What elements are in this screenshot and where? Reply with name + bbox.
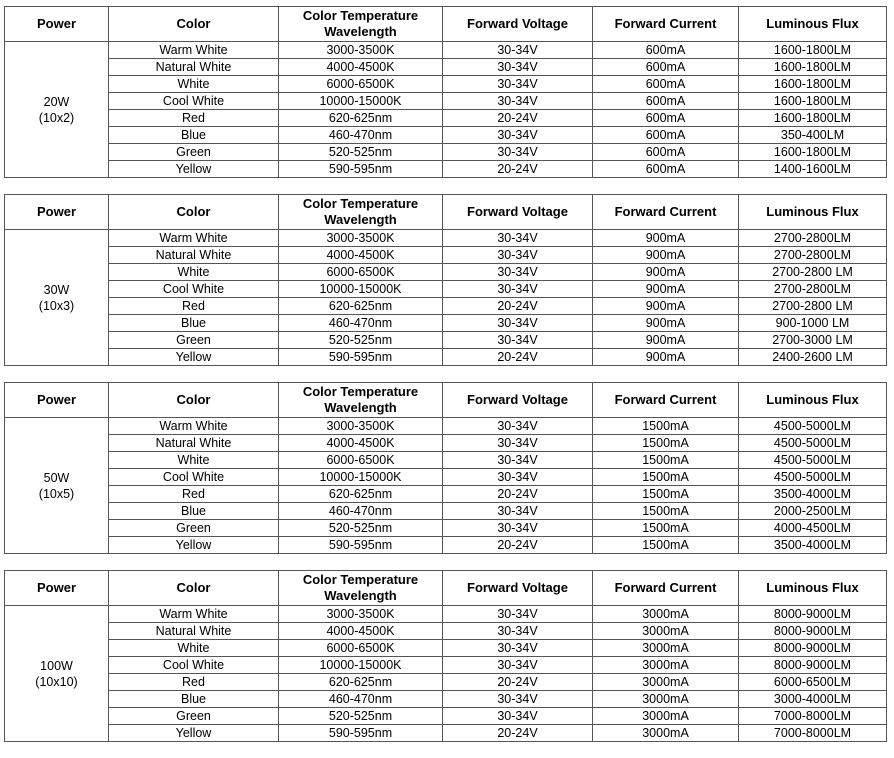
table-row <box>5 264 887 281</box>
table-row <box>5 708 887 725</box>
forward-voltage-cell: 30-34V <box>443 435 593 452</box>
header-luminous-flux: Luminous Flux <box>739 383 887 418</box>
power-value: 30W <box>43 282 70 297</box>
color-cell: Blue <box>109 503 279 520</box>
table-row <box>5 725 887 742</box>
table-row <box>5 691 887 708</box>
spec-table-20w <box>4 6 887 178</box>
luminous-flux-cell: 7000-8000LM <box>739 708 887 725</box>
forward-voltage-cell: 30-34V <box>443 623 593 640</box>
color-cell: Green <box>109 520 279 537</box>
color-cell: Blue <box>109 691 279 708</box>
table-row <box>5 537 887 554</box>
color-cell: Yellow <box>109 349 279 366</box>
temp-wavelength-cell: 520-525nm <box>279 144 443 161</box>
header-color: Color <box>109 195 279 230</box>
luminous-flux-cell: 2700-2800LM <box>739 247 887 264</box>
forward-voltage-cell: 30-34V <box>443 520 593 537</box>
forward-current-cell: 900mA <box>593 247 739 264</box>
table-row <box>5 315 887 332</box>
table-row <box>5 435 887 452</box>
forward-current-cell: 1500mA <box>593 486 739 503</box>
header-forward-current: Forward Current <box>593 383 739 418</box>
color-cell: Natural White <box>109 623 279 640</box>
forward-current-cell: 900mA <box>593 298 739 315</box>
luminous-flux-cell: 2700-2800 LM <box>739 264 887 281</box>
color-cell: Cool White <box>109 93 279 110</box>
forward-current-cell: 600mA <box>593 93 739 110</box>
luminous-flux-cell: 3500-4000LM <box>739 537 887 554</box>
luminous-flux-cell: 1600-1800LM <box>739 59 887 76</box>
table-row <box>5 674 887 691</box>
color-cell: White <box>109 264 279 281</box>
temp-wavelength-cell: 460-470nm <box>279 127 443 144</box>
temp-wavelength-cell: 520-525nm <box>279 520 443 537</box>
color-cell: Natural White <box>109 59 279 76</box>
forward-voltage-cell: 30-34V <box>443 247 593 264</box>
color-cell: Green <box>109 144 279 161</box>
table-row <box>5 640 887 657</box>
table-row <box>5 161 887 178</box>
forward-voltage-cell: 30-34V <box>443 144 593 161</box>
led-config: (10x5) <box>38 486 75 501</box>
forward-current-cell: 1500mA <box>593 435 739 452</box>
color-cell: Natural White <box>109 247 279 264</box>
temp-wavelength-cell: 620-625nm <box>279 298 443 315</box>
color-cell: Yellow <box>109 161 279 178</box>
temp-wavelength-cell: 6000-6500K <box>279 640 443 657</box>
header-forward-current: Forward Current <box>593 7 739 42</box>
header-temp-wavelength: Color Temperature Wavelength <box>279 571 443 606</box>
color-cell: White <box>109 76 279 93</box>
forward-current-cell: 1500mA <box>593 418 739 435</box>
forward-current-cell: 1500mA <box>593 452 739 469</box>
table-row <box>5 230 887 247</box>
temp-wavelength-cell: 3000-3500K <box>279 42 443 59</box>
table-row <box>5 418 887 435</box>
color-cell: Blue <box>109 127 279 144</box>
header-temp-wavelength: Color Temperature Wavelength <box>279 195 443 230</box>
color-cell: Warm White <box>109 606 279 623</box>
temp-wavelength-cell: 6000-6500K <box>279 452 443 469</box>
header-power: Power <box>5 195 109 230</box>
temp-wavelength-cell: 10000-15000K <box>279 657 443 674</box>
color-cell: White <box>109 640 279 657</box>
forward-voltage-cell: 20-24V <box>443 110 593 127</box>
forward-current-cell: 600mA <box>593 144 739 161</box>
luminous-flux-cell: 2700-2800LM <box>739 230 887 247</box>
temp-wavelength-cell: 590-595nm <box>279 161 443 178</box>
luminous-flux-cell: 4500-5000LM <box>739 418 887 435</box>
luminous-flux-cell: 2700-2800 LM <box>739 298 887 315</box>
color-cell: Red <box>109 674 279 691</box>
luminous-flux-cell: 8000-9000LM <box>739 623 887 640</box>
temp-wavelength-cell: 590-595nm <box>279 349 443 366</box>
table-row <box>5 144 887 161</box>
color-cell: Red <box>109 486 279 503</box>
forward-voltage-cell: 30-34V <box>443 640 593 657</box>
temp-wavelength-cell: 460-470nm <box>279 315 443 332</box>
luminous-flux-cell: 1600-1800LM <box>739 42 887 59</box>
color-cell: Red <box>109 110 279 127</box>
luminous-flux-cell: 2000-2500LM <box>739 503 887 520</box>
temp-wavelength-cell: 6000-6500K <box>279 76 443 93</box>
forward-voltage-cell: 30-34V <box>443 469 593 486</box>
color-cell: Cool White <box>109 657 279 674</box>
forward-voltage-cell: 30-34V <box>443 42 593 59</box>
temp-wavelength-cell: 3000-3500K <box>279 606 443 623</box>
led-config: (10x10) <box>35 674 78 689</box>
luminous-flux-cell: 4500-5000LM <box>739 469 887 486</box>
color-cell: Green <box>109 708 279 725</box>
color-cell: Warm White <box>109 230 279 247</box>
luminous-flux-cell: 7000-8000LM <box>739 725 887 742</box>
color-cell: Natural White <box>109 435 279 452</box>
luminous-flux-cell: 3000-4000LM <box>739 691 887 708</box>
header-power: Power <box>5 7 109 42</box>
header-temp-wavelength: Color Temperature Wavelength <box>279 383 443 418</box>
table-row <box>5 110 887 127</box>
forward-voltage-cell: 30-34V <box>443 691 593 708</box>
forward-voltage-cell: 30-34V <box>443 418 593 435</box>
forward-voltage-cell: 30-34V <box>443 59 593 76</box>
forward-current-cell: 900mA <box>593 281 739 298</box>
forward-current-cell: 600mA <box>593 161 739 178</box>
forward-current-cell: 600mA <box>593 127 739 144</box>
luminous-flux-cell: 4000-4500LM <box>739 520 887 537</box>
header-luminous-flux: Luminous Flux <box>739 7 887 42</box>
temp-wavelength-cell: 10000-15000K <box>279 93 443 110</box>
luminous-flux-cell: 8000-9000LM <box>739 640 887 657</box>
forward-voltage-cell: 20-24V <box>443 537 593 554</box>
color-cell: Warm White <box>109 42 279 59</box>
luminous-flux-cell: 1400-1600LM <box>739 161 887 178</box>
forward-current-cell: 1500mA <box>593 520 739 537</box>
forward-voltage-cell: 20-24V <box>443 674 593 691</box>
luminous-flux-cell: 4500-5000LM <box>739 452 887 469</box>
color-cell: Warm White <box>109 418 279 435</box>
power-value: 100W <box>40 658 73 673</box>
forward-voltage-cell: 30-34V <box>443 127 593 144</box>
table-row <box>5 520 887 537</box>
forward-current-cell: 3000mA <box>593 606 739 623</box>
forward-current-cell: 600mA <box>593 110 739 127</box>
temp-wavelength-cell: 6000-6500K <box>279 264 443 281</box>
forward-current-cell: 3000mA <box>593 691 739 708</box>
forward-current-cell: 3000mA <box>593 657 739 674</box>
power-value: 50W <box>43 470 70 485</box>
luminous-flux-cell: 1600-1800LM <box>739 110 887 127</box>
temp-wavelength-cell: 620-625nm <box>279 674 443 691</box>
header-row <box>5 195 887 230</box>
header-forward-voltage: Forward Voltage <box>443 7 593 42</box>
table-row <box>5 452 887 469</box>
forward-current-cell: 900mA <box>593 315 739 332</box>
forward-current-cell: 1500mA <box>593 537 739 554</box>
table-row <box>5 93 887 110</box>
forward-current-cell: 900mA <box>593 230 739 247</box>
table-row <box>5 76 887 93</box>
forward-current-cell: 900mA <box>593 349 739 366</box>
luminous-flux-cell: 1600-1800LM <box>739 76 887 93</box>
temp-wavelength-cell: 10000-15000K <box>279 281 443 298</box>
luminous-flux-cell: 8000-9000LM <box>739 606 887 623</box>
table-row <box>5 332 887 349</box>
forward-voltage-cell: 30-34V <box>443 708 593 725</box>
led-config: (10x2) <box>38 110 75 125</box>
temp-wavelength-cell: 590-595nm <box>279 725 443 742</box>
color-cell: Yellow <box>109 537 279 554</box>
temp-wavelength-cell: 590-595nm <box>279 537 443 554</box>
power-cell <box>5 418 109 554</box>
forward-current-cell: 3000mA <box>593 708 739 725</box>
forward-current-cell: 1500mA <box>593 503 739 520</box>
color-cell: Blue <box>109 315 279 332</box>
luminous-flux-cell: 1600-1800LM <box>739 144 887 161</box>
color-cell: Cool White <box>109 469 279 486</box>
forward-current-cell: 600mA <box>593 42 739 59</box>
header-power: Power <box>5 571 109 606</box>
table-row <box>5 503 887 520</box>
luminous-flux-cell: 2700-3000 LM <box>739 332 887 349</box>
table-row <box>5 298 887 315</box>
forward-voltage-cell: 20-24V <box>443 725 593 742</box>
forward-current-cell: 3000mA <box>593 623 739 640</box>
luminous-flux-cell: 3500-4000LM <box>739 486 887 503</box>
temp-wavelength-cell: 4000-4500K <box>279 247 443 264</box>
led-config: (10x3) <box>38 298 75 313</box>
header-color: Color <box>109 383 279 418</box>
table-row <box>5 606 887 623</box>
color-cell: White <box>109 452 279 469</box>
header-row <box>5 7 887 42</box>
forward-current-cell: 3000mA <box>593 725 739 742</box>
luminous-flux-cell: 1600-1800LM <box>739 93 887 110</box>
forward-voltage-cell: 20-24V <box>443 298 593 315</box>
power-value: 20W <box>43 94 70 109</box>
header-forward-voltage: Forward Voltage <box>443 571 593 606</box>
temp-wavelength-cell: 4000-4500K <box>279 435 443 452</box>
temp-wavelength-cell: 460-470nm <box>279 503 443 520</box>
luminous-flux-cell: 4500-5000LM <box>739 435 887 452</box>
power-cell <box>5 42 109 178</box>
header-forward-current: Forward Current <box>593 571 739 606</box>
power-cell <box>5 230 109 366</box>
header-temp-wavelength: Color Temperature Wavelength <box>279 7 443 42</box>
forward-voltage-cell: 30-34V <box>443 452 593 469</box>
table-row <box>5 657 887 674</box>
forward-voltage-cell: 20-24V <box>443 486 593 503</box>
temp-wavelength-cell: 10000-15000K <box>279 469 443 486</box>
table-row <box>5 127 887 144</box>
forward-current-cell: 900mA <box>593 264 739 281</box>
luminous-flux-cell: 2700-2800LM <box>739 281 887 298</box>
table-row <box>5 623 887 640</box>
header-color: Color <box>109 571 279 606</box>
table-row <box>5 247 887 264</box>
table-row <box>5 281 887 298</box>
forward-voltage-cell: 30-34V <box>443 332 593 349</box>
luminous-flux-cell: 900-1000 LM <box>739 315 887 332</box>
temp-wavelength-cell: 520-525nm <box>279 332 443 349</box>
forward-voltage-cell: 30-34V <box>443 606 593 623</box>
forward-voltage-cell: 30-34V <box>443 264 593 281</box>
header-forward-current: Forward Current <box>593 195 739 230</box>
power-cell <box>5 606 109 742</box>
header-power: Power <box>5 383 109 418</box>
color-cell: Cool White <box>109 281 279 298</box>
color-cell: Red <box>109 298 279 315</box>
forward-voltage-cell: 30-34V <box>443 315 593 332</box>
table-row <box>5 42 887 59</box>
header-forward-voltage: Forward Voltage <box>443 195 593 230</box>
forward-voltage-cell: 30-34V <box>443 657 593 674</box>
temp-wavelength-cell: 3000-3500K <box>279 418 443 435</box>
forward-current-cell: 900mA <box>593 332 739 349</box>
table-row <box>5 59 887 76</box>
forward-voltage-cell: 20-24V <box>443 349 593 366</box>
header-luminous-flux: Luminous Flux <box>739 571 887 606</box>
forward-voltage-cell: 30-34V <box>443 281 593 298</box>
temp-wavelength-cell: 520-525nm <box>279 708 443 725</box>
luminous-flux-cell: 6000-6500LM <box>739 674 887 691</box>
table-row <box>5 486 887 503</box>
forward-voltage-cell: 30-34V <box>443 93 593 110</box>
forward-voltage-cell: 30-34V <box>443 76 593 93</box>
header-color: Color <box>109 7 279 42</box>
forward-voltage-cell: 20-24V <box>443 161 593 178</box>
temp-wavelength-cell: 460-470nm <box>279 691 443 708</box>
forward-voltage-cell: 30-34V <box>443 230 593 247</box>
color-cell: Yellow <box>109 725 279 742</box>
spec-table-50w <box>4 382 887 554</box>
forward-current-cell: 600mA <box>593 59 739 76</box>
temp-wavelength-cell: 4000-4500K <box>279 623 443 640</box>
header-row <box>5 383 887 418</box>
spec-table-100w <box>4 570 887 742</box>
header-row <box>5 571 887 606</box>
spec-tables <box>4 6 886 758</box>
temp-wavelength-cell: 3000-3500K <box>279 230 443 247</box>
color-cell: Green <box>109 332 279 349</box>
header-luminous-flux: Luminous Flux <box>739 195 887 230</box>
luminous-flux-cell: 8000-9000LM <box>739 657 887 674</box>
luminous-flux-cell: 2400-2600 LM <box>739 349 887 366</box>
temp-wavelength-cell: 620-625nm <box>279 110 443 127</box>
forward-current-cell: 600mA <box>593 76 739 93</box>
temp-wavelength-cell: 620-625nm <box>279 486 443 503</box>
forward-voltage-cell: 30-34V <box>443 503 593 520</box>
temp-wavelength-cell: 4000-4500K <box>279 59 443 76</box>
forward-current-cell: 3000mA <box>593 640 739 657</box>
forward-current-cell: 3000mA <box>593 674 739 691</box>
table-row <box>5 349 887 366</box>
luminous-flux-cell: 350-400LM <box>739 127 887 144</box>
forward-current-cell: 1500mA <box>593 469 739 486</box>
spec-table-30w <box>4 194 887 366</box>
header-forward-voltage: Forward Voltage <box>443 383 593 418</box>
table-row <box>5 469 887 486</box>
